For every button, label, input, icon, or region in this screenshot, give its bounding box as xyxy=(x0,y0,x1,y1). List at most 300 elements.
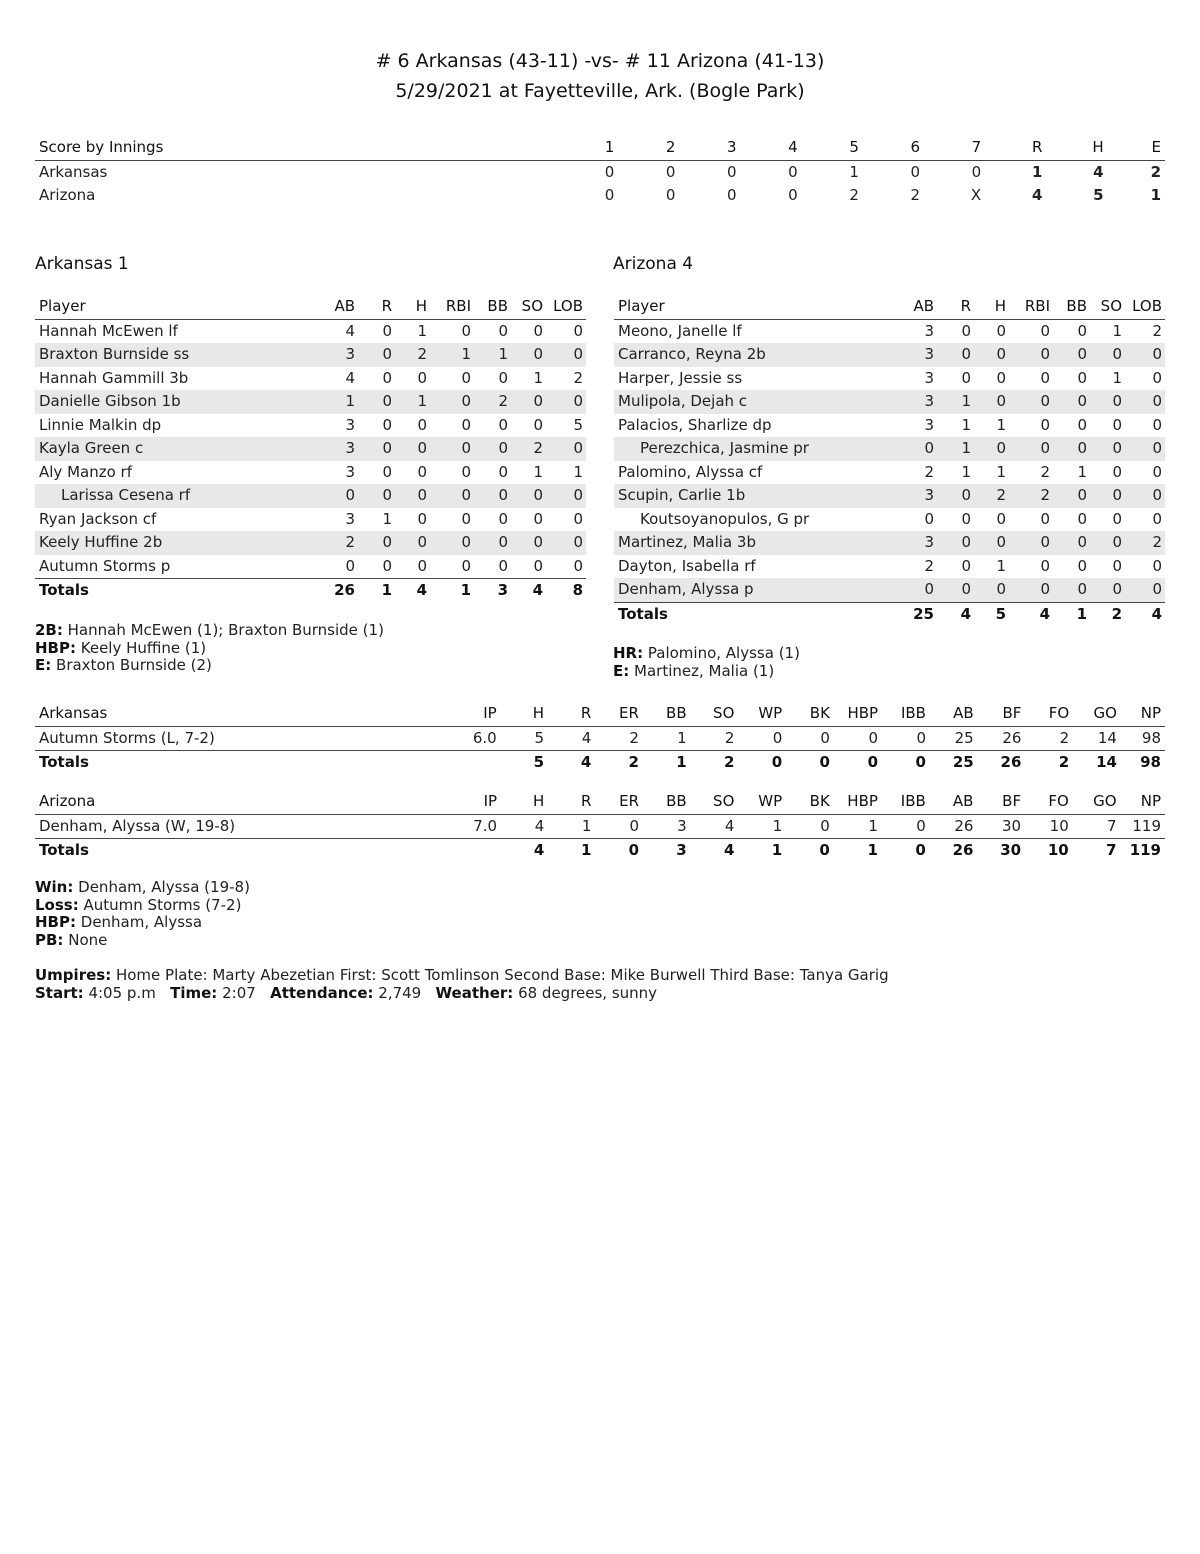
note-label: Win: xyxy=(35,878,74,896)
pitching-header-col: IP xyxy=(483,792,498,810)
batting-total: 4 xyxy=(1151,604,1162,623)
batting-stat: 0 xyxy=(1152,345,1162,363)
player-name: Carranco, Reyna 2b xyxy=(618,345,766,363)
pitching-header-col: H xyxy=(533,792,545,810)
pitching-total: Totals xyxy=(39,841,89,859)
batting-stat: 0 xyxy=(1112,439,1122,457)
batting-stat: 3 xyxy=(924,533,934,551)
pitching-total: 14 xyxy=(1096,753,1117,771)
batting-stat: 2 xyxy=(345,533,355,551)
linescore-inning: 0 xyxy=(665,186,676,204)
pitching-total: 1 xyxy=(581,841,592,859)
batting-row xyxy=(614,367,1165,391)
batting-stat: 2 xyxy=(996,486,1006,504)
pitching-header-col: NP xyxy=(1140,704,1161,722)
batting-stat: 1 xyxy=(573,462,583,481)
batting-stat: 3 xyxy=(345,439,355,457)
batting-header-col: H xyxy=(994,297,1006,315)
batting-stat: 0 xyxy=(1077,415,1087,434)
batting-row xyxy=(35,367,586,391)
batting-row xyxy=(35,414,586,438)
batting-stat: 0 xyxy=(1040,556,1050,575)
pitching-header-col: BF xyxy=(1002,704,1022,722)
batting-stat: 0 xyxy=(1077,439,1087,457)
batting-row xyxy=(35,461,586,485)
linescore-errors: 1 xyxy=(1150,186,1161,204)
batting-stat: 0 xyxy=(1040,368,1050,387)
batting-stat: 0 xyxy=(1152,556,1162,575)
batting-stat: 2 xyxy=(498,392,508,410)
pitching-stat: 0 xyxy=(868,728,879,747)
batting-stat: 0 xyxy=(1040,580,1050,598)
linescore-col: H xyxy=(1092,138,1104,156)
linescore-team: Arizona xyxy=(39,186,96,204)
player-name: Meono, Janelle lf xyxy=(618,321,742,340)
pitching-stat: 2 xyxy=(724,728,735,747)
batting-stat: 0 xyxy=(573,321,583,340)
batting-stat: 0 xyxy=(461,462,471,481)
batting-total: 4 xyxy=(960,604,971,623)
player-name: Scupin, Carlie 1b xyxy=(618,486,746,504)
note-text: None xyxy=(68,930,108,949)
batting-total: 8 xyxy=(572,581,583,599)
note-text: Denham, Alyssa (19-8) xyxy=(78,878,250,896)
batting-stat: 0 xyxy=(1077,533,1087,551)
pitching-header-col: R xyxy=(580,704,592,722)
note-text: Denham, Alyssa xyxy=(80,913,203,931)
pitching-total: 98 xyxy=(1140,753,1161,771)
batting-stat: 0 xyxy=(1077,392,1087,410)
batting-stat: 0 xyxy=(533,556,543,575)
batting-stat: 0 xyxy=(461,533,471,551)
pitching-stat: 6.0 xyxy=(472,728,497,747)
batting-stat: 0 xyxy=(382,556,392,575)
note-line xyxy=(35,657,384,675)
batting-stat: 1 xyxy=(417,392,427,410)
pitching-total: 30 xyxy=(1000,841,1022,859)
pitching-team-label: Arkansas xyxy=(39,704,108,722)
pitcher-row xyxy=(35,726,1165,751)
note-line xyxy=(613,645,800,663)
batting-stat: 0 xyxy=(961,486,971,504)
batting-stat: 0 xyxy=(1152,462,1162,481)
batting-row xyxy=(614,531,1165,555)
note-line xyxy=(35,879,250,897)
batting-row xyxy=(614,343,1165,367)
pitching-stat: 0 xyxy=(916,816,926,835)
batting-stat: 0 xyxy=(1040,321,1050,340)
pitching-header-col: FO xyxy=(1048,792,1069,810)
pitching-stat: 1 xyxy=(772,816,783,835)
batting-total: 26 xyxy=(334,581,355,599)
batting-row xyxy=(614,414,1165,438)
batting-stat: 0 xyxy=(498,321,508,340)
game-notes xyxy=(35,879,250,949)
pitching-total: 26 xyxy=(1000,753,1022,771)
note-label: HBP: xyxy=(35,638,76,657)
pitching-header-col: NP xyxy=(1140,792,1161,810)
pitching-totals-row xyxy=(35,751,1165,775)
note-label: PB: xyxy=(35,930,64,949)
pitching-stat: 26 xyxy=(1002,728,1022,747)
pitching-total: 2 xyxy=(723,753,735,771)
note-line xyxy=(35,640,384,658)
batting-stat: 0 xyxy=(498,368,508,387)
batting-stat: 2 xyxy=(1152,321,1162,340)
linescore-errors: 2 xyxy=(1150,162,1161,181)
pitching-header-col: AB xyxy=(952,792,974,810)
batting-stat: 0 xyxy=(1152,486,1162,504)
linescore-col: 1 xyxy=(604,138,615,156)
player-name: Kayla Green c xyxy=(39,439,144,457)
pitching-stat: 3 xyxy=(677,816,687,835)
linescore-col: 5 xyxy=(849,138,859,156)
batting-row xyxy=(35,555,586,579)
pitching-total xyxy=(433,839,497,863)
batting-stat: 0 xyxy=(996,392,1006,410)
batting-row xyxy=(614,578,1165,602)
batting-stat: 0 xyxy=(996,321,1006,340)
batting-stat: 0 xyxy=(1077,486,1087,504)
batting-stat: 0 xyxy=(573,392,583,410)
note-text: Braxton Burnside (2) xyxy=(56,656,212,674)
batting-stat: 0 xyxy=(417,509,427,528)
pitching-header-col: GO xyxy=(1093,792,1117,810)
linescore-row xyxy=(35,184,1165,208)
note-text: Keely Huffine (1) xyxy=(80,638,207,657)
umpires-label: Umpires: xyxy=(35,966,112,984)
batting-stat: 0 xyxy=(461,321,471,340)
linescore-col: 3 xyxy=(727,138,737,156)
batting-stat: 0 xyxy=(382,533,392,551)
batting-stat: 0 xyxy=(498,486,508,504)
batting-stat: 1 xyxy=(382,509,392,528)
batting-row xyxy=(35,508,586,532)
pitching-header-col: GO xyxy=(1093,704,1117,722)
batting-stat: 0 xyxy=(498,556,508,575)
batting-row xyxy=(614,319,1165,343)
game-info-label: Attendance: xyxy=(270,983,374,1002)
pitching-total: 0 xyxy=(915,753,926,771)
linescore-inning: 0 xyxy=(788,162,798,181)
game-date-location: 5/29/2021 at Fayetteville, Ark. (Bogle Park) xyxy=(395,80,805,102)
pitching-header-col: R xyxy=(581,792,592,810)
batting-stat: 0 xyxy=(533,321,543,340)
batting-stat: 0 xyxy=(498,509,508,528)
batting-row xyxy=(35,319,586,343)
batting-stat: 0 xyxy=(382,321,392,340)
batting-stat: 1 xyxy=(533,462,543,481)
batting-stat: 0 xyxy=(533,415,543,434)
batting-stat: 0 xyxy=(1112,509,1122,528)
player-name: Autumn Storms p xyxy=(39,556,171,575)
pitching-header-col: BF xyxy=(1002,792,1022,810)
pitching-stat: 4 xyxy=(534,816,545,835)
batting-stat: 0 xyxy=(382,392,392,410)
batting-stat: 0 xyxy=(996,580,1006,598)
batting-stat: 0 xyxy=(573,486,583,504)
pitching-header-col: SO xyxy=(713,704,735,722)
batting-header-col: SO xyxy=(521,297,543,315)
batting-stat: 0 xyxy=(573,556,583,575)
batting-stat: 0 xyxy=(1112,392,1122,410)
pitching-total: 0 xyxy=(819,841,830,859)
pitching-stat: 1 xyxy=(868,816,878,835)
note-label: HBP: xyxy=(35,913,76,931)
linescore-runs: 1 xyxy=(1031,162,1043,181)
player-name: Ryan Jackson cf xyxy=(39,509,157,528)
pitching-header-col: HBP xyxy=(847,792,878,810)
batting-total: 4 xyxy=(416,581,427,599)
pitching-stat: 2 xyxy=(1059,728,1070,747)
batting-header-col: Player xyxy=(39,297,86,315)
batting-stat: 0 xyxy=(924,580,934,598)
pitching-stat: 26 xyxy=(954,816,974,835)
player-name: Dayton, Isabella rf xyxy=(618,556,756,575)
batting-stat: 0 xyxy=(382,368,392,387)
linescore-inning: 0 xyxy=(665,162,676,181)
pitching-header-col: BK xyxy=(809,704,830,722)
batting-stat: 3 xyxy=(345,345,355,363)
batting-stat: 0 xyxy=(417,368,427,387)
linescore-col: 7 xyxy=(971,138,982,156)
pitching-stat: 98 xyxy=(1141,728,1161,747)
batting-stat: 0 xyxy=(417,533,427,551)
pitching-total xyxy=(433,751,497,775)
batting-stat: 3 xyxy=(924,486,934,504)
batting-stat: 2 xyxy=(924,556,934,575)
batting-stat: 0 xyxy=(1077,580,1087,598)
batting-stat: 0 xyxy=(1077,556,1087,575)
batting-stat: 0 xyxy=(382,462,392,481)
batting-stat: 0 xyxy=(461,415,471,434)
batting-stat: 0 xyxy=(924,439,934,457)
batting-stat: 1 xyxy=(1112,321,1122,340)
pitching-stat: 4 xyxy=(581,728,592,747)
pitching-total: 4 xyxy=(533,841,545,859)
batting-row xyxy=(35,437,586,461)
pitching-total: 1 xyxy=(676,753,687,771)
pitching-total: 119 xyxy=(1129,841,1161,859)
linescore-inning: 0 xyxy=(788,186,798,204)
batting-stat: 0 xyxy=(961,509,971,528)
game-info-label: Time: xyxy=(170,983,218,1002)
pitching-stat: 1 xyxy=(581,816,592,835)
batting-stat: 0 xyxy=(382,415,392,434)
player-name: Perezchica, Jasmine pr xyxy=(640,439,809,457)
note-text: Palomino, Alyssa (1) xyxy=(647,644,800,662)
batting-stat: 0 xyxy=(417,462,427,481)
batting-stat: 0 xyxy=(961,321,971,340)
player-name: Koutsoyanopulos, G pr xyxy=(640,509,810,528)
batting-header-col: R xyxy=(960,297,971,315)
batting-stat: 0 xyxy=(961,580,971,598)
player-name: Harper, Jessie ss xyxy=(618,368,743,387)
pitching-header-col: BK xyxy=(809,792,830,810)
batting-total: 4 xyxy=(1039,604,1050,623)
batting-total: 5 xyxy=(995,604,1006,623)
pitching-stat: 14 xyxy=(1097,728,1117,747)
batting-stat: 0 xyxy=(1152,580,1162,598)
batting-stat: 0 xyxy=(533,345,543,363)
linescore-team: Arkansas xyxy=(39,162,108,181)
note-line xyxy=(35,897,250,915)
batting-stat: 1 xyxy=(996,462,1006,481)
pitching-header-col: AB xyxy=(953,704,974,722)
batting-stat: 2 xyxy=(417,345,427,363)
batting-stat: 0 xyxy=(417,556,427,575)
batting-stat: 1 xyxy=(345,392,355,410)
away-batting-table xyxy=(614,295,1165,626)
batting-stat: 0 xyxy=(1152,368,1162,387)
batting-stat: 0 xyxy=(1040,345,1050,363)
batting-stat: 0 xyxy=(1040,533,1050,551)
batting-row xyxy=(614,484,1165,508)
batting-stat: 0 xyxy=(1040,392,1050,410)
pitching-total: 4 xyxy=(723,841,735,859)
note-text: Hannah McEwen (1); Braxton Burnside (1) xyxy=(67,621,384,639)
linescore-inning: 2 xyxy=(849,186,859,204)
batting-stat: 3 xyxy=(924,321,934,340)
note-line xyxy=(35,914,250,932)
linescore-inning: 0 xyxy=(604,186,615,204)
batting-stat: 0 xyxy=(533,486,543,504)
pitching-stat: 119 xyxy=(1132,816,1161,835)
batting-stat: 3 xyxy=(924,345,934,363)
note-line xyxy=(613,663,800,681)
batting-stat: 1 xyxy=(533,368,543,387)
batting-stat: 1 xyxy=(961,415,971,434)
batting-total: Totals xyxy=(39,581,89,599)
batting-stat: 2 xyxy=(573,368,583,387)
batting-stat: 0 xyxy=(573,533,583,551)
batting-stat: 0 xyxy=(1112,486,1122,504)
batting-stat: 0 xyxy=(1077,345,1087,363)
batting-stat: 0 xyxy=(1040,439,1050,457)
batting-row xyxy=(35,390,586,414)
batting-row xyxy=(614,555,1165,579)
batting-stat: 0 xyxy=(924,509,934,528)
batting-stat: 0 xyxy=(461,439,471,457)
pitching-total: 7 xyxy=(1106,841,1117,859)
pitching-stat: 5 xyxy=(534,728,545,747)
note-label: HR: xyxy=(613,644,644,662)
batting-stat: 4 xyxy=(345,368,355,387)
batting-stat: 0 xyxy=(1112,462,1122,481)
batting-stat: 0 xyxy=(573,345,583,363)
batting-stat: 0 xyxy=(996,509,1006,528)
batting-stat: 0 xyxy=(417,486,427,504)
pitching-total: 10 xyxy=(1047,841,1069,859)
batting-row xyxy=(35,531,586,555)
linescore-inning: 2 xyxy=(910,186,921,204)
linescore-col: E xyxy=(1151,138,1161,156)
batting-total: 25 xyxy=(913,604,934,623)
linescore-col: 2 xyxy=(665,138,676,156)
pitching-header-col: BB xyxy=(666,792,687,810)
batting-stat: 0 xyxy=(461,368,471,387)
batting-stat: 0 xyxy=(382,439,392,457)
player-name: Danielle Gibson 1b xyxy=(39,392,181,410)
pitching-total: 0 xyxy=(867,753,879,771)
batting-total: 1 xyxy=(460,581,471,599)
player-name: Martinez, Malia 3b xyxy=(618,533,756,551)
batting-header-col: AB xyxy=(334,297,355,315)
pitching-stat: 30 xyxy=(1002,816,1022,835)
batting-stat: 0 xyxy=(1077,368,1087,387)
batting-stat: 0 xyxy=(573,439,583,457)
pitching-stat: 7 xyxy=(1106,816,1117,835)
batting-stat: 1 xyxy=(996,415,1006,434)
pitching-stat: 0 xyxy=(629,816,640,835)
batting-stat: 0 xyxy=(573,509,583,528)
pitching-header-col: FO xyxy=(1048,704,1070,722)
linescore-col: 4 xyxy=(788,138,798,156)
batting-total: 4 xyxy=(532,581,543,599)
linescore-inning: 0 xyxy=(604,162,615,181)
player-name: Hannah McEwen lf xyxy=(39,321,178,340)
linescore-inning: 0 xyxy=(971,162,982,181)
batting-header-col: BB xyxy=(1066,297,1087,315)
pitching-total: 2 xyxy=(628,753,639,771)
pitching-header-col: WP xyxy=(758,704,783,722)
pitching-total: 25 xyxy=(952,753,974,771)
batting-stat: 0 xyxy=(417,415,427,434)
batting-stat: 0 xyxy=(498,462,508,481)
batting-totals-row xyxy=(35,579,586,603)
pitching-header-col: SO xyxy=(713,792,735,810)
home-pitching-table xyxy=(35,702,1165,775)
away-pitching-table xyxy=(35,790,1165,863)
batting-stat: 0 xyxy=(461,556,471,575)
pitching-header-col: ER xyxy=(619,704,639,722)
game-info-line xyxy=(35,985,889,1003)
pitching-header-col: IBB xyxy=(900,704,926,722)
pitching-stat: 4 xyxy=(724,816,735,835)
batting-stat: 1 xyxy=(961,462,971,481)
batting-stat: 1 xyxy=(498,345,508,363)
note-label: 2B: xyxy=(35,621,63,639)
linescore-inning: 0 xyxy=(727,162,737,181)
batting-row xyxy=(614,390,1165,414)
batting-stat: 1 xyxy=(961,439,971,457)
batting-stat: 3 xyxy=(924,368,934,387)
batting-stat: 3 xyxy=(924,392,934,410)
pitching-total: 0 xyxy=(628,841,640,859)
batting-totals-row xyxy=(614,602,1165,626)
pitcher-name: Autumn Storms (L, 7-2) xyxy=(39,728,215,747)
game-info-value: 68 degrees, sunny xyxy=(518,983,658,1002)
pitching-stat: 0 xyxy=(916,728,926,747)
batting-stat: 0 xyxy=(996,345,1006,363)
batting-stat: 0 xyxy=(961,533,971,551)
batting-row xyxy=(35,484,586,508)
note-label: E: xyxy=(35,656,52,674)
pitching-total: 5 xyxy=(533,753,545,771)
batting-stat: 1 xyxy=(461,345,471,363)
linescore-inning: X xyxy=(970,186,982,204)
batting-stat: 1 xyxy=(1112,368,1122,387)
pitching-stat: 7.0 xyxy=(473,816,498,835)
batting-header-col: Player xyxy=(618,297,665,315)
game-info-value: 2:07 xyxy=(222,983,256,1002)
linescore-inning: 0 xyxy=(910,162,921,181)
player-name: Palacios, Sharlize dp xyxy=(618,415,772,434)
batting-header-col: LOB xyxy=(553,297,583,315)
batting-header-col: R xyxy=(381,297,392,315)
batting-stat: 0 xyxy=(533,509,543,528)
batting-stat: 2 xyxy=(1040,462,1050,481)
